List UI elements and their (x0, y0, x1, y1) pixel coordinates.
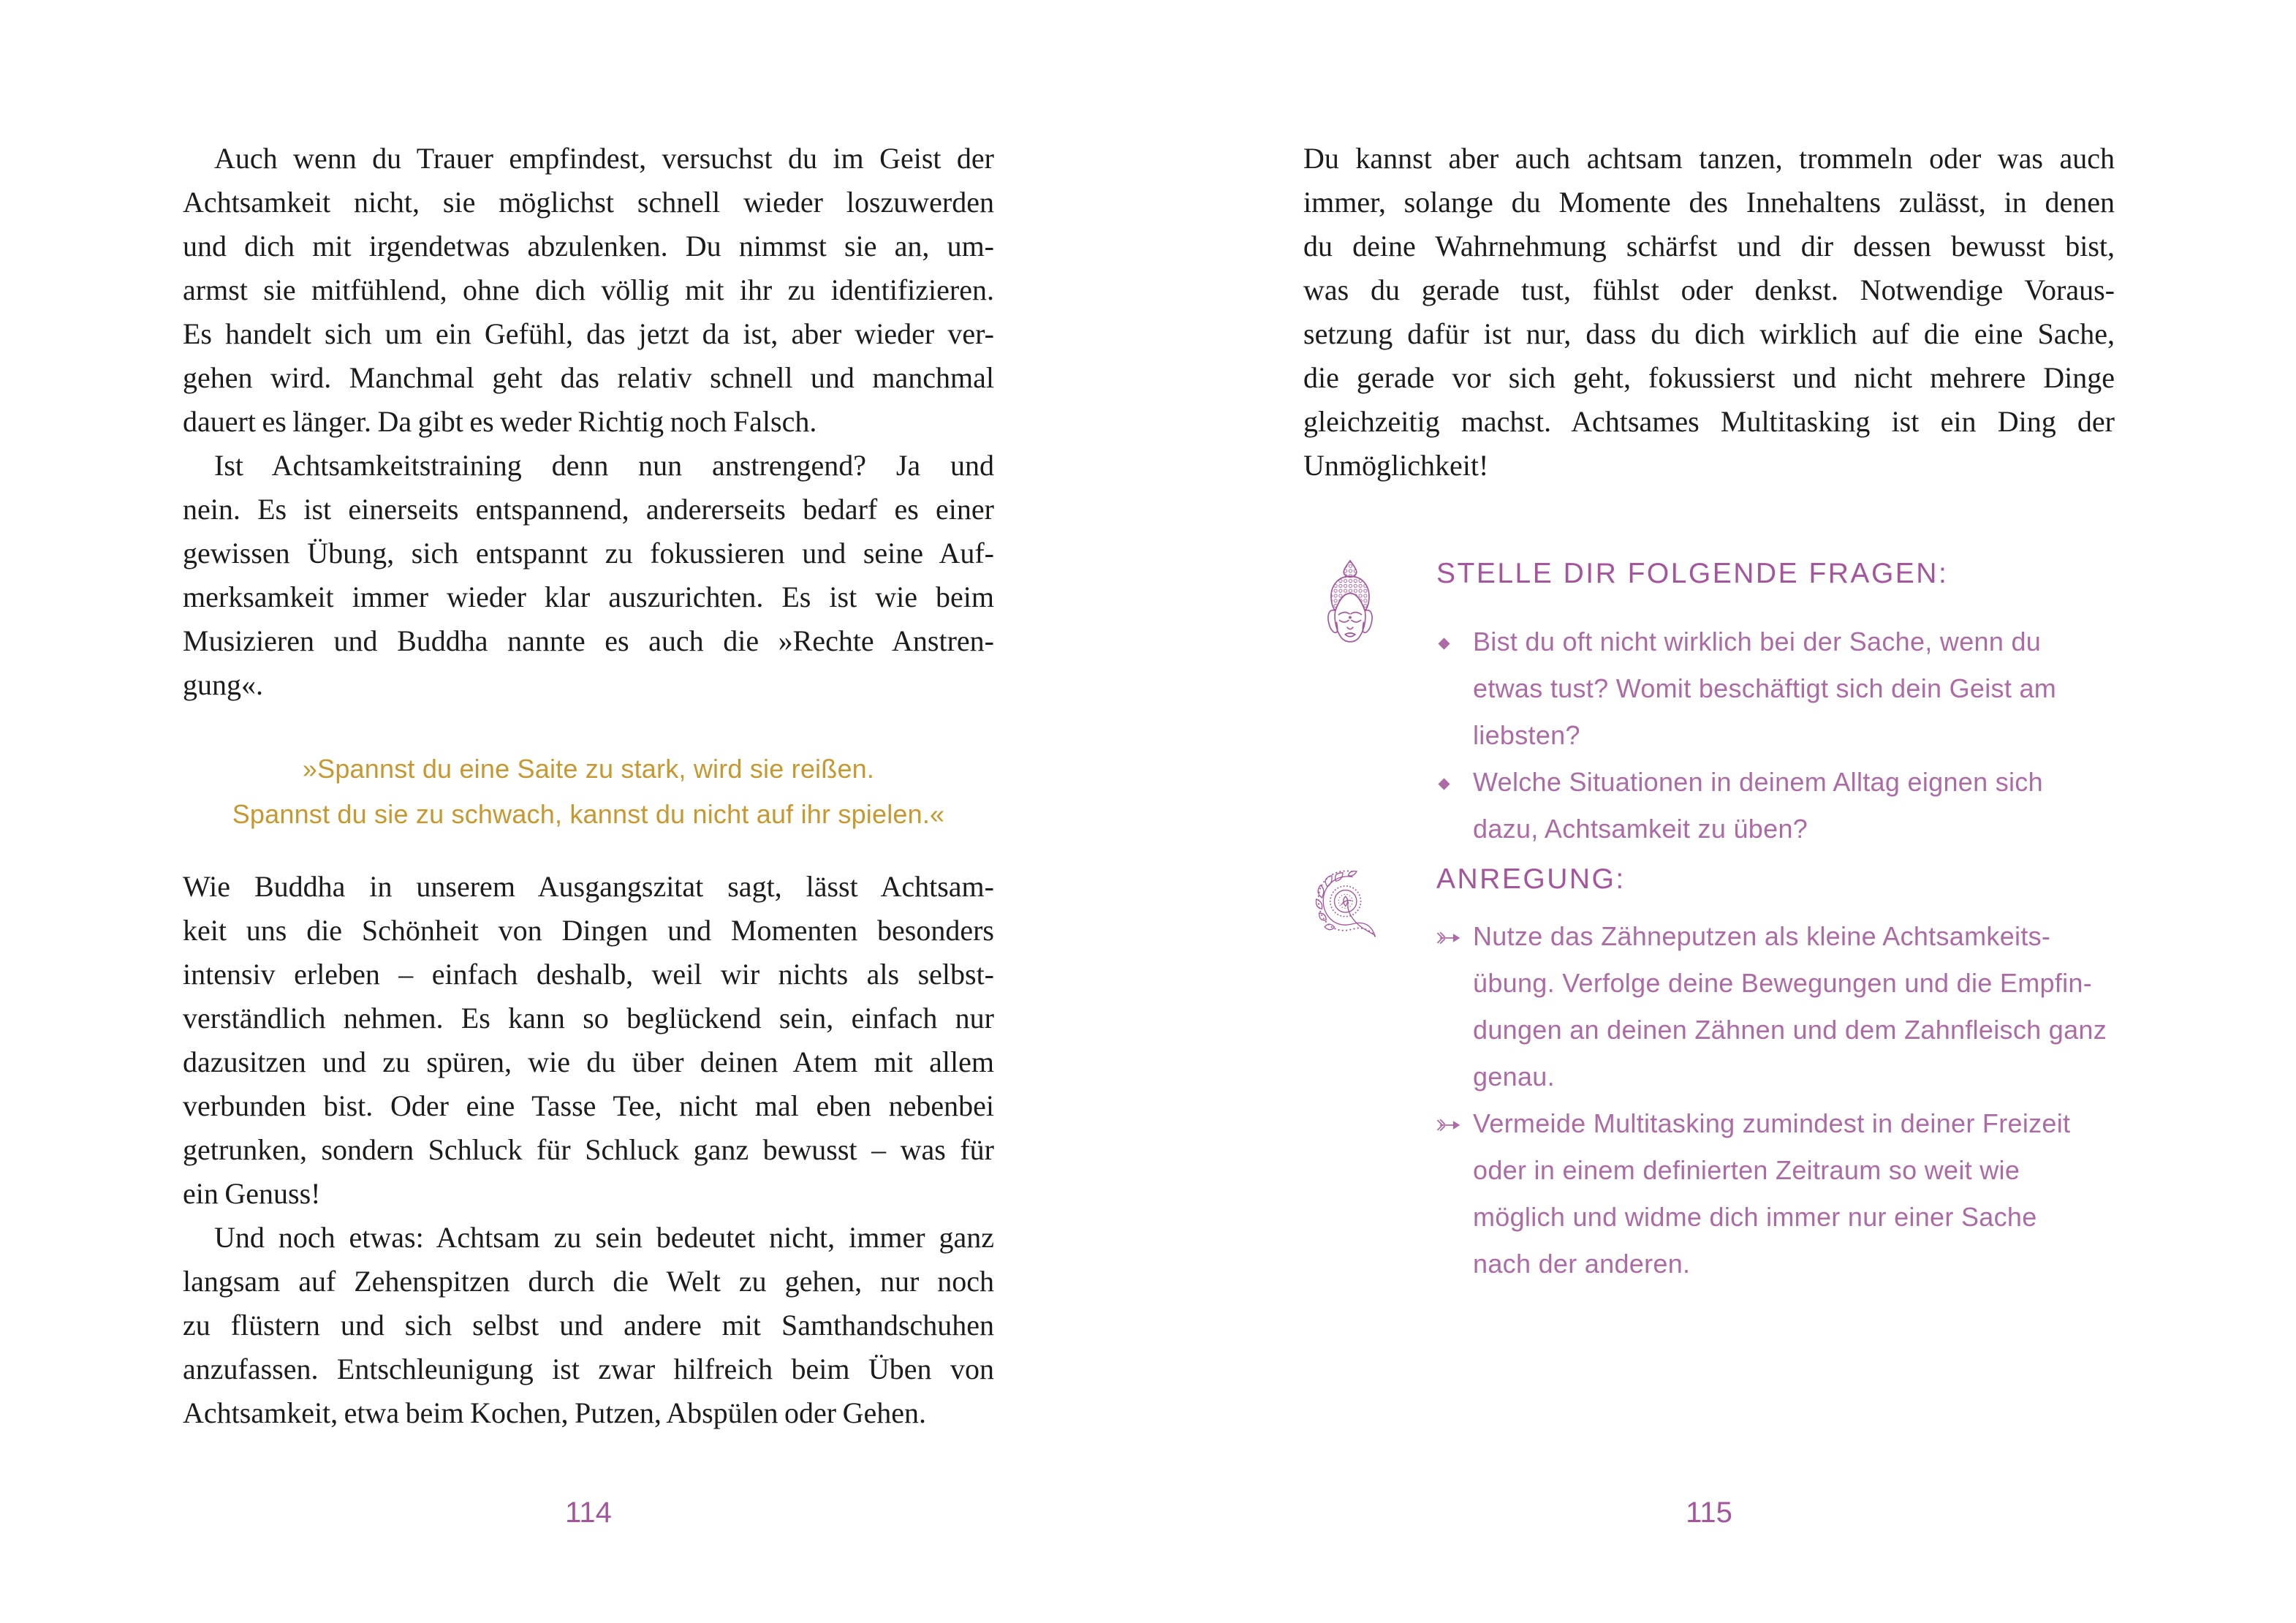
text-line: was du gerade tust, fühlst oder denkst. Notwendige Voraus- (1303, 273, 2115, 306)
paisley-ornament-icon (1314, 869, 1383, 945)
text-line: anzufassen. Entschleunigung ist zwar hilfreich beim Üben von (183, 1352, 994, 1385)
text-line: Bist du oft nicht wirklich bei der Sache, wenn du (1473, 627, 2042, 657)
diamond-bullet-icon (1436, 776, 1473, 852)
quote-block (183, 746, 994, 837)
text-line: merksamkeit immer wieder klar auszurichten. Es ist wie beim (183, 580, 994, 613)
section-heading: ANREGUNG: (1436, 863, 1626, 895)
text-line: und dich mit irgendetwas abzulenken. Du nimmst sie an, um- (183, 230, 994, 262)
paragraph (183, 1216, 994, 1435)
text-line: Achtsamkeit nicht, sie möglichst schnell wieder loszuwerden (183, 186, 994, 219)
text-line: zu flüstern und sich selbst und andere mit Samthandschuhen (183, 1309, 994, 1342)
text-line: armst sie mitfühlend, ohne dich völlig mit ihr zu identifizieren. (183, 273, 994, 306)
paragraph (183, 865, 994, 1216)
text-line: Spannst du sie zu schwach, kannst du nicht auf ihr spielen.« (232, 799, 945, 829)
text-line: Du kannst aber auch achtsam tanzen, trommeln oder was auch (1303, 142, 2115, 175)
text-line: Welche Situationen in deinem Alltag eignen sich (1473, 767, 2043, 797)
text-line: Auch wenn du Trauer empfindest, versuchst du im Geist der (214, 142, 994, 175)
text-line: übung. Verfolge deine Bewegungen und die Empfin- (1473, 968, 2093, 998)
list-item-text (1473, 1100, 2115, 1287)
text-line: liebsten? (1473, 720, 1580, 750)
text-line: Vermeide Multitasking zumindest in deiner Freizeit (1473, 1108, 2071, 1138)
text-line: »Spannst du eine Saite zu stark, wird sie reißen. (302, 754, 875, 784)
list-item (1303, 618, 2115, 759)
page-right-text-column (1303, 137, 2115, 488)
text-line: möglich und widme dich immer nur einer Sache (1473, 1202, 2037, 1232)
text-line: keit uns die Schönheit von Dingen und Momenten besonders (183, 914, 994, 947)
page-number: 114 (565, 1497, 612, 1529)
text-line: nein. Es ist einerseits entspannend, andererseits bedarf es einer (183, 493, 994, 526)
list-item-text (1473, 759, 2115, 852)
text-line: immer, solange du Momente des Innehaltens zulässt, in denen (1303, 186, 2115, 219)
text-line: dauert es länger. Da gibt es weder Richtig noch Falsch. (183, 405, 817, 438)
list-item-text (1473, 618, 2115, 759)
arrow-bullet-icon (1436, 1118, 1473, 1287)
text-line: langsam auf Zehenspitzen durch die Welt zu gehen, nur noch (183, 1265, 994, 1298)
text-line: du deine Wahrnehmung schärfst und dir dessen bewusst bist, (1303, 230, 2115, 262)
text-line: gung«. (183, 668, 263, 701)
text-line: gehen wird. Manchmal geht das relativ schnell und manchmal (183, 361, 994, 394)
suggestion-list (1303, 913, 2115, 1287)
text-line: ein Genuss! (183, 1177, 321, 1210)
section-questions (1303, 557, 2115, 852)
list-item (1303, 913, 2115, 1100)
text-line: die gerade vor sich geht, fokussierst und nicht mehrere Dinge (1303, 361, 2115, 394)
text-line: Es handelt sich um ein Gefühl, das jetzt da ist, aber wieder ver- (183, 317, 994, 350)
section-heading: STELLE DIR FOLGENDE FRAGEN: (1436, 558, 1949, 589)
text-line: oder in einem definierten Zeitraum so weit wie (1473, 1155, 2020, 1185)
paragraph (183, 137, 994, 444)
section-suggestions (1303, 863, 2115, 1287)
text-line: verständlich nehmen. Es kann so beglückend sein, einfach nur (183, 1002, 994, 1034)
text-line: intensiv erleben – einfach deshalb, weil wir nichts als selbst- (183, 958, 994, 991)
text-line: Achtsamkeit, etwa beim Kochen, Putzen, Abspülen oder Gehen. (183, 1396, 926, 1429)
text-line: gleichzeitig machst. Achtsames Multitasking ist ein Ding der (1303, 405, 2115, 438)
text-line: setzung dafür ist nur, dass du dich wirklich auf die eine Sache, (1303, 317, 2115, 350)
page-left-text-column (183, 137, 994, 1435)
text-line: Unmöglichkeit! (1303, 449, 1489, 482)
paragraph (1303, 137, 2115, 488)
list-item-text (1473, 913, 2115, 1100)
page-number: 115 (1686, 1497, 1732, 1529)
text-line: etwas tust? Womit beschäftigt sich dein Geist am (1473, 673, 2057, 703)
buddha-head-icon (1318, 559, 1382, 658)
text-line: getrunken, sondern Schluck für Schluck ganz bewusst – was für (183, 1133, 994, 1166)
text-line: dazusitzen und zu spüren, wie du über deinen Atem mit allem (183, 1045, 994, 1078)
arrow-bullet-icon (1436, 931, 1473, 1100)
diamond-bullet-icon (1436, 636, 1473, 759)
text-line: genau. (1473, 1062, 1555, 1092)
text-line: dazu, Achtsamkeit zu üben? (1473, 814, 1808, 844)
text-line: Nutze das Zähneputzen als kleine Achtsamkeits- (1473, 921, 2051, 951)
list-item (1303, 759, 2115, 852)
paragraph (183, 444, 994, 707)
question-list (1303, 618, 2115, 852)
text-line: verbunden bist. Oder eine Tasse Tee, nicht mal eben nebenbei (183, 1089, 994, 1122)
text-line: Musizieren und Buddha nannte es auch die »Rechte Anstren- (183, 624, 994, 657)
text-line: gewissen Übung, sich entspannt zu fokussieren und seine Auf- (183, 537, 994, 570)
text-line: dungen an deinen Zähnen und dem Zahnfleisch ganz (1473, 1015, 2107, 1045)
list-item (1303, 1100, 2115, 1287)
text-line: Und noch etwas: Achtsam zu sein bedeutet nicht, immer ganz (214, 1221, 994, 1254)
text-line: Wie Buddha in unserem Ausgangszitat sagt, lässt Achtsam- (183, 870, 994, 903)
text-line: nach der anderen. (1473, 1249, 1691, 1279)
text-line: Ist Achtsamkeitstraining denn nun anstrengend? Ja und (214, 449, 994, 482)
